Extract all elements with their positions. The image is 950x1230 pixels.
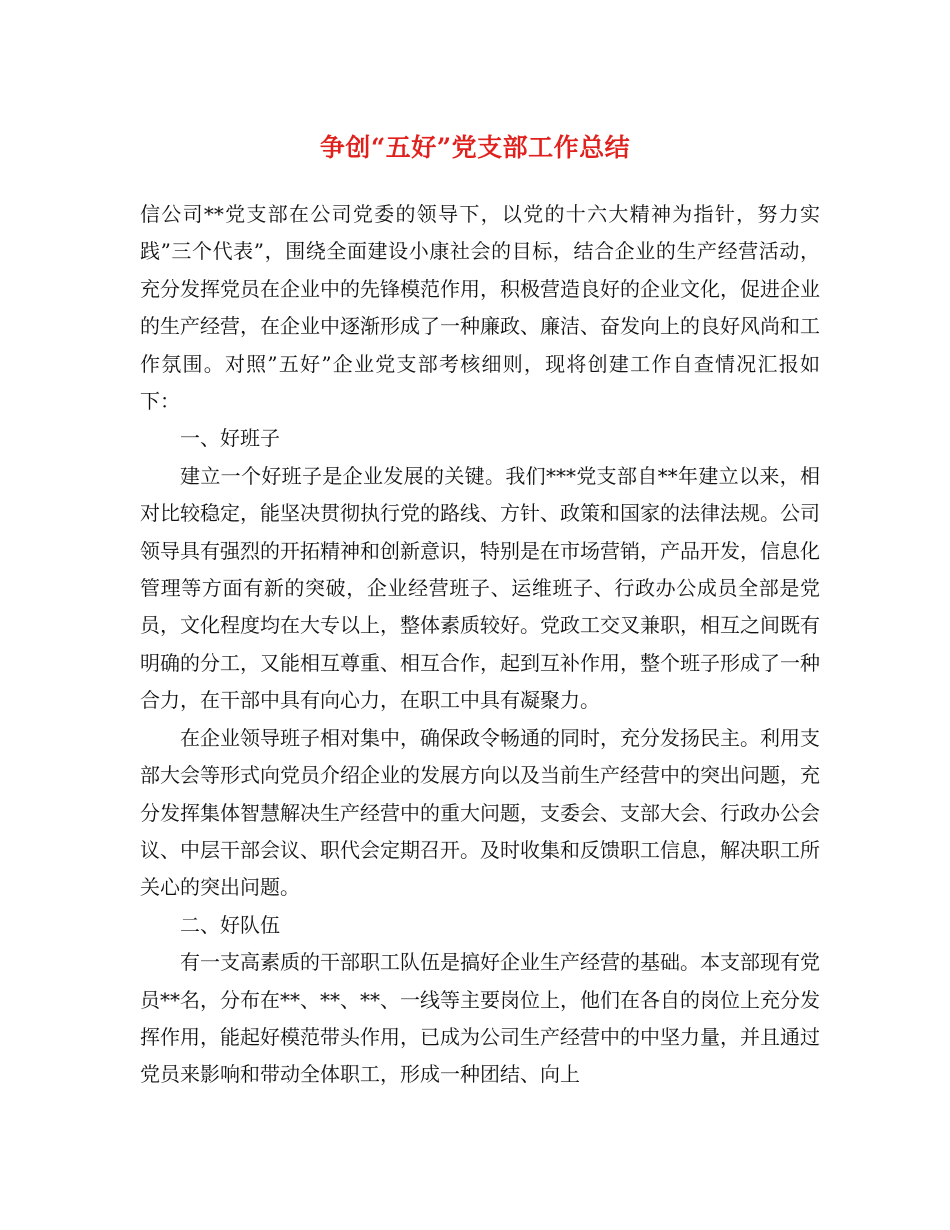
document-body <box>140 196 820 1094</box>
section-heading-good-leadership: 一、好班子 <box>180 426 280 451</box>
paragraph-team: 有一支高素质的干部职工队伍是搞好企业生产经营的基础。本支部现有党员**名，分布在**、**、**、一线等主要岗位上，他们在各自的岗位上充分发挥作用，能起好模范带头作用，已成为公司生产经营中的中坚力量，并且通过党员来影响和带动全体职工，形成一种团结、向上 <box>140 950 820 1087</box>
section-heading-good-team: 二、好队伍 <box>180 912 280 937</box>
document-title: 争创“五好”党支部工作总结 <box>319 133 631 162</box>
paragraph-intro: 信公司**党支部在公司党委的领导下，以党的十六大精神为指针，努力实践”三个代表”，围绕全面建设小康社会的目标，结合企业的生产经营活动，充分发挥党员在企业中的先锋模范作用，积极营造良好的企业文化，促进企业的生产经营，在企业中逐渐形成了一种廉政、廉洁、奋发向上的良好风尚和工作氛围。对照”五好”企业党支部考核细则，现将创建工作自查情况汇报如下： <box>140 202 820 414</box>
paragraph-democracy: 在企业领导班子相对集中，确保政令畅通的同时，充分发扬民主。利用支部大会等形式向党员介绍企业的发展方向以及当前生产经营中的突出问题，充分发挥集体智慧解决生产经营中的重大问题，支委会、支部大会、行政办公会议、中层干部会议、职代会定期召开。及时收集和反馈职工信息，解决职工所关心的突出问题。 <box>140 725 820 900</box>
paragraph-leadership: 建立一个好班子是企业发展的关键。我们***党支部自**年建立以来，相对比较稳定，能坚决贯彻执行党的路线、方针、政策和国家的法律法规。公司领导具有强烈的开拓精神和创新意识，特别是在市场营销，产品开发，信息化管理等方面有新的突破，企业经营班子、运维班子、行政办公成员全部是党员，文化程度均在大专以上，整体素质较好。党政工交叉兼职，相互之间既有明确的分工，又能相互尊重、相互合作，起到互补作用，整个班子形成了一种合力，在干部中具有向心力，在职工中具有凝聚力。 <box>140 463 820 713</box>
